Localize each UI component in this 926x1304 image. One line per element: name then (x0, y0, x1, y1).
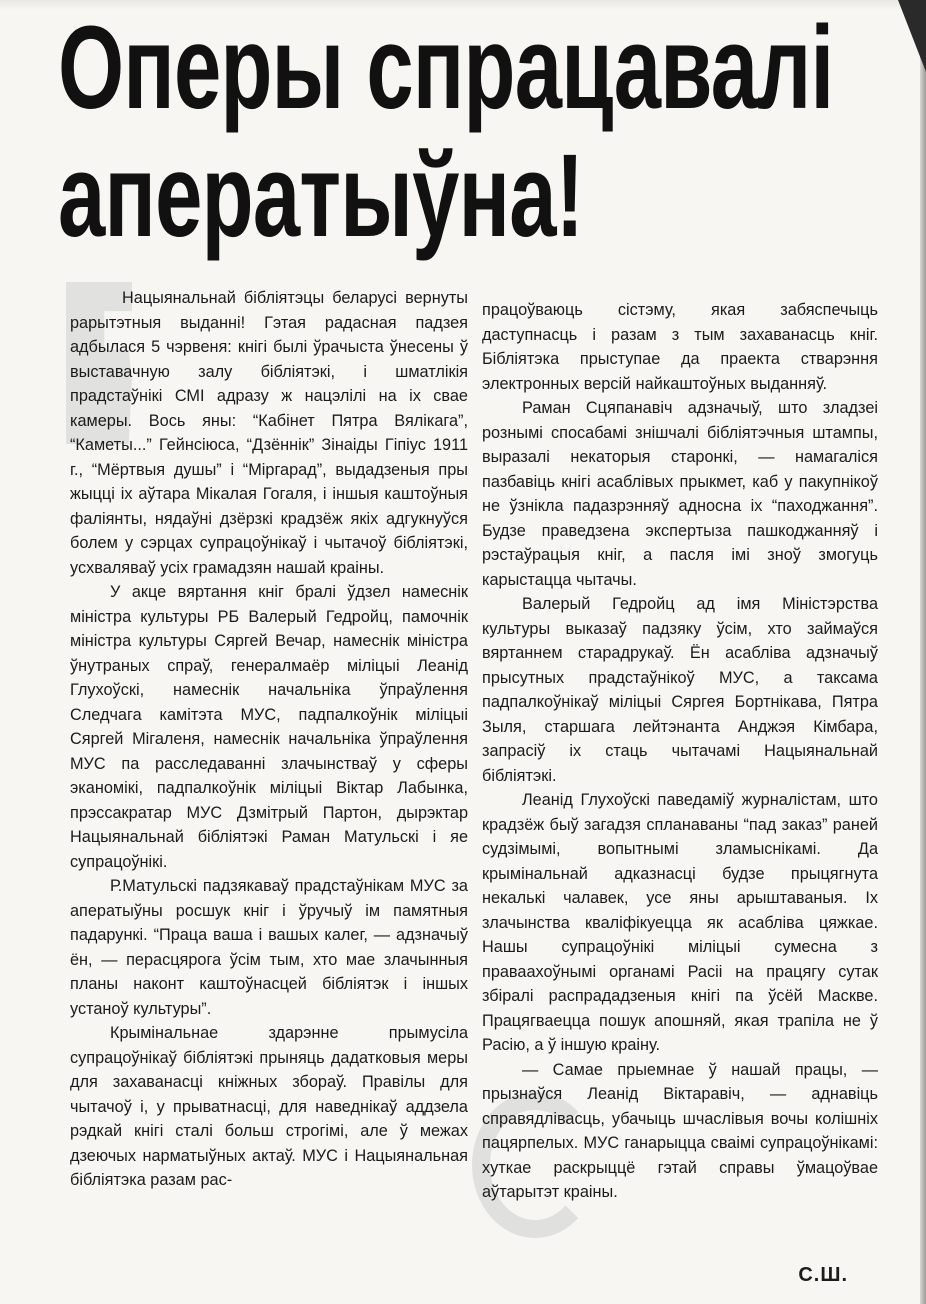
paragraph: Р.Матульскі падзякаваў прадстаўнікам МУС за аператыўны росшук кніг і ўручыў ім памятныя падарункі. “Праца ваша і вашых калег, — адзначыў ён, — перасцярога ўсім тым, хто мае злачынныя планы наконт каштоўнасцей бібліятэк і іншых устаноў культуры”. (70, 877, 468, 1018)
paragraph: Леанід Глухоўскі паведаміў журналістам, што крадзёж быў загадзя спланаваны “пад заказ” раней судзімымі, вопытнымі зламыснікамі. Да крымінальнай адказнасці будзе прыцягнута некалькі чалавек, усе яны арыштаваныя. Іх злачынства кваліфікуецца як асабліва цяжкае. Нашы супрацоўнікі міліцыі сумесна з праваахоўнымі органамі Расіі на працягу сутак збіралі распрададзеныя кнігі па ўсёй Маскве. Працягваецца пошук апошняй, якая трапіла не ў Расію, а ў іншую краіну. (482, 791, 878, 1054)
paragraph: працоўваюць сістэму, якая забяспечыць даступнасць і разам з тым захаванасць кніг. Бібліятэка прыступае да праекта стварэння электронных версій найкаштоўных выданняў. (482, 301, 878, 393)
paragraph: У акце вяртання кніг бралі ўдзел намеснік міністра культуры РБ Валерый Гедройц, памочнік міністра культуры Сяргей Вечар, намеснік міністра ўнутраных спраў, генералмаёр міліцыі Леанід Глухоўскі, намеснік начальніка ўпраўлення Следчага камітэта МУС, падпалкоўнік міліцыі Сяргей Мігаленя, намеснік начальніка ўпраўлення МУС па расследаванні злачынстваў у сферы эканомікі, падпалкоўнік міліцыі Віктар Лабынка, прэссакратар МУС Дзмітрый Партон, дырэктар Нацыянальнай бібліятэкі Раман Матульскі і яе супрацоўнікі. (70, 583, 468, 871)
headline-line-2: аператыўна! (58, 130, 584, 262)
scan-corner-shadow (898, 0, 926, 72)
article-headline (58, 2, 834, 262)
paragraph: Раман Сцяпанавіч адзначыў, што зладзеі рознымі спосабамі знішчалі бібліятэчныя штампы, выразалі некаторыя старонкі, — намагаліся пазбавіць кнігі асаблівых прыкмет, каб у пакупнікоў не ўзнікла падазрэнняў адносна іх “паходжання”. Будзе праведзена экспертыза пашкоджанняў і рэстаўрацыя кніг, а пасля імі зноў змогуць карыстацца чытачы. (482, 399, 878, 589)
scan-right-edge (920, 0, 926, 1304)
paragraph: Нацыянальнай бібліятэцы беларусі вернуты рарытэтныя выданні! Гэтая радасная падзея адбылася 5 чэрвеня: кнігі былі ўрачыста ўнесены ў выставачную залу бібліятэкі, і шматлікія прадстаўнікі СМІ адразу ж нацэлілі на іх свае камеры. Вось яны: “Кабінет Пятра Вялікага”, “Каметы...” Гейнсіюса, “Дзённік” Зінаіды Гіпіус 1911 г., “Мёртвыя душы” і “Міргарад”, выдадзеныя пры жыцці іх аўтара Мікалая Гогаля, і іншыя каштоўныя фаліянты, нядаўні дзёрзкі крадзёж якіх адгукнуўся болем у сэрцах супрацоўнікаў і чытачоў бібліятэкі, усхваляваў усіх грамадзян нашай краіны. (70, 289, 468, 577)
paragraph: Валерый Гедройц ад імя Міністэрства культуры выказаў падзяку ўсім, хто займаўся вяртаннем старадрукаў. Ён асабліва адзначыў прысутных прадстаўнікоў МУС, а таксама падпалкоўнікаў міліцыі Сяргея Бортнікава, Пятра Зыля, старшага лейтэнанта Анджэя Кімбара, запрасіў іх стаць чытачамі Нацыянальнай бібліятэкі. (482, 595, 878, 785)
article-column-left (70, 286, 468, 1193)
paragraph: Крымінальнае здарэнне прымусіла супрацоўнікаў бібліятэкі прыняць дадатковыя меры для захаванасці кніжных збораў. Правілы для чытачоў і, у прыватнасці, для наведнікаў аддзела рэдкай кнігі сталі больш строгімі, але ў межах дзеючых нарматыўных актаў. МУС і Нацыянальная бібліятэка разам рас- (70, 1024, 468, 1189)
author-signature: С.Ш. (798, 1264, 848, 1286)
article-column-right (482, 298, 878, 1205)
paragraph: — Самае прыемнае ў нашай працы, — прызнаўся Леанід Віктаравіч, — аднавіць справядлівасць, убачыць шчаслівыя вочы колішніх пацярпелых. МУС ганарыцца сваімі супрацоўнікамі: хуткае раскрыццё гэтай справы ўмацоўвае аўтарытэт краіны. (482, 1060, 878, 1201)
headline-line-1: Оперы спрацавалі (58, 2, 834, 134)
